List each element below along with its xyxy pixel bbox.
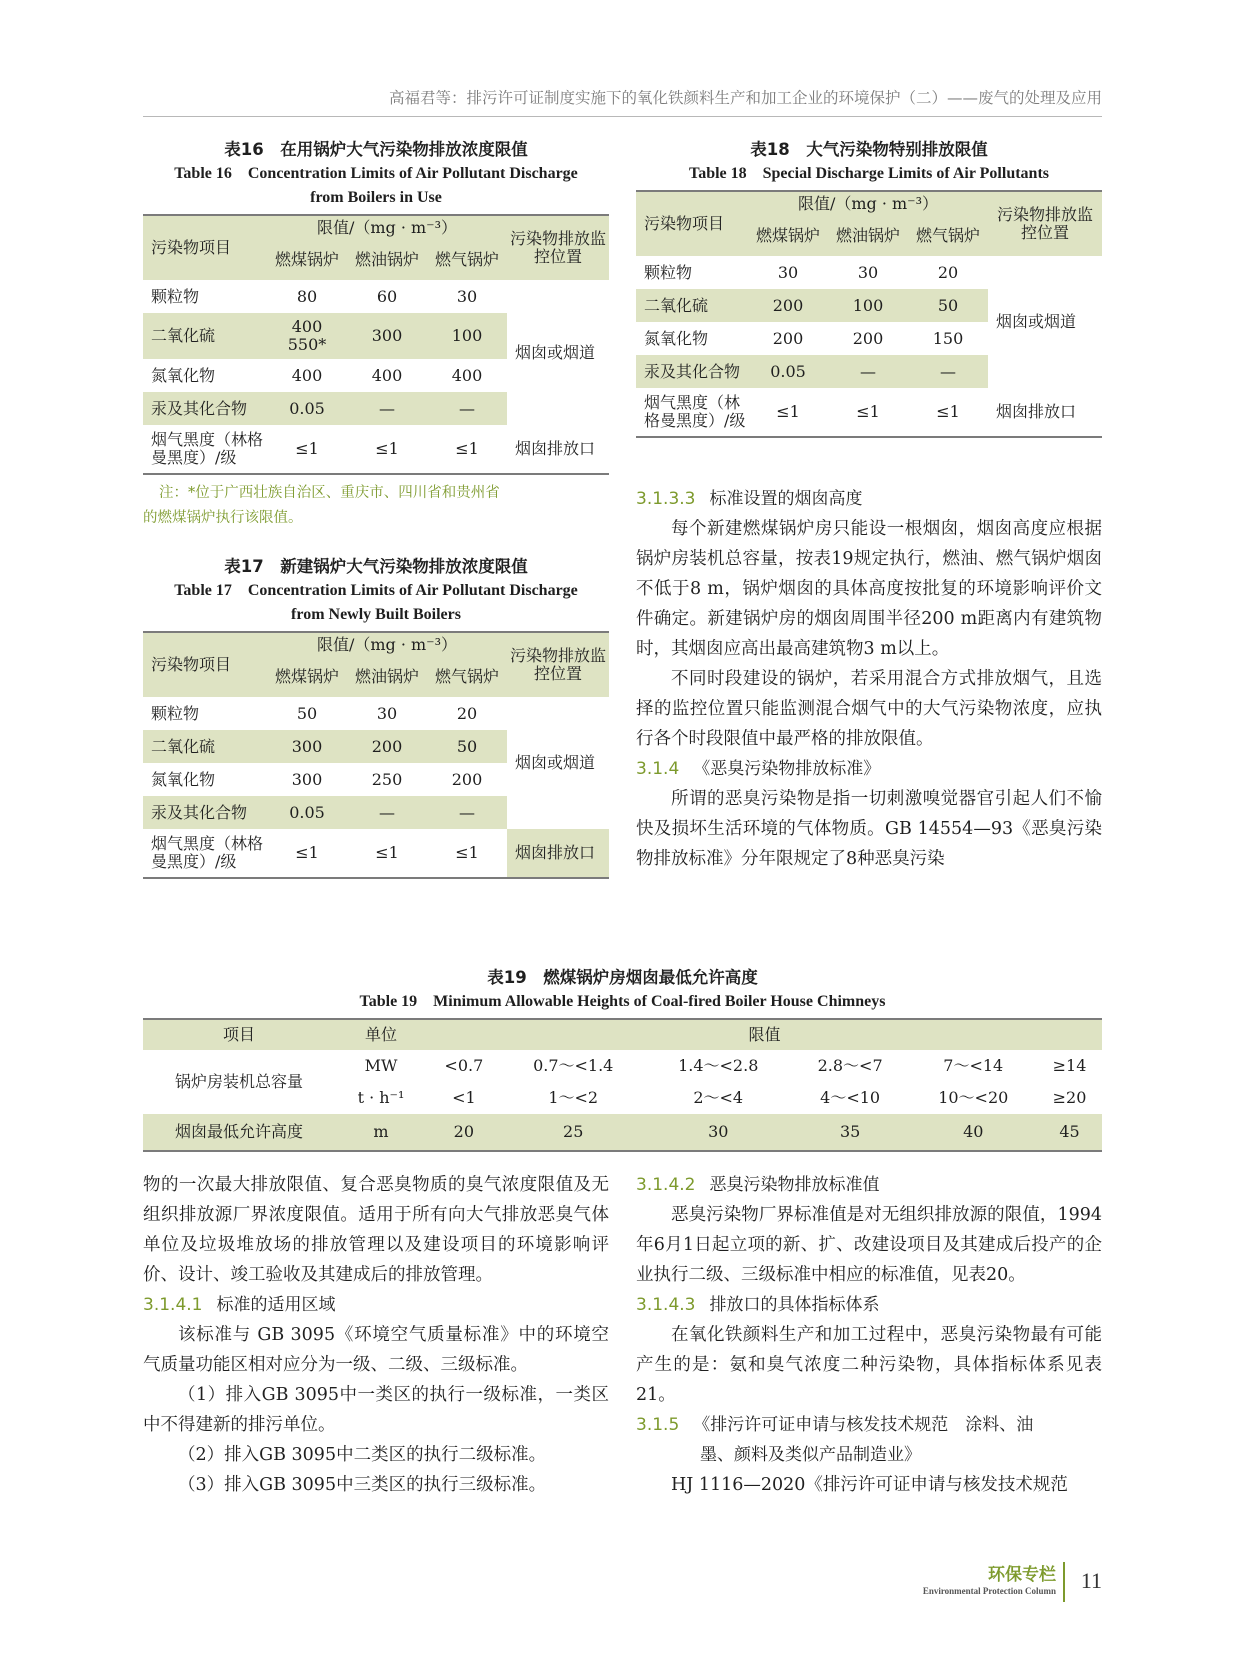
table18-cell: 200 bbox=[772, 328, 804, 348]
table16-cell: — bbox=[427, 392, 507, 425]
table19-cell: 0.7～<1.4 bbox=[533, 1056, 614, 1075]
paragraph: 恶臭污染物厂界标准值是对无组织排放源的限值，1994年6月1日起立项的新、扩、改建设项目及其建成后投产的企业执行二级、三级标准中相应的标准值，见表20。 bbox=[636, 1205, 1102, 1285]
table17-cell: — bbox=[427, 796, 507, 829]
column-name: 环保专栏 bbox=[988, 1565, 1056, 1585]
table18-cell: 200 bbox=[852, 328, 884, 348]
table16 bbox=[143, 138, 609, 531]
table16-caption-en-2: from Boilers in Use bbox=[310, 189, 442, 206]
section-title: 排放口的具体指标体系 bbox=[709, 1295, 880, 1315]
table18-cell: 颗粒物 bbox=[644, 262, 693, 282]
table19-cell: 2～<4 bbox=[693, 1088, 744, 1107]
table19-unit-th: t · h⁻¹ bbox=[357, 1088, 405, 1107]
table16-note-line-2: 的燃煤锅炉执行该限值。 bbox=[143, 510, 303, 526]
table18-cell: ≤1 bbox=[828, 388, 908, 437]
paragraph: （1）排入GB 3095中一类区的执行一级标准，一类区中不得建新的排污单位。 bbox=[143, 1385, 609, 1435]
table18-grid bbox=[636, 190, 1102, 438]
table19-caption-zh: 表19 燃煤锅炉房烟囱最低允许高度 bbox=[487, 968, 758, 987]
section-title: 《恶臭污染物排放标准》 bbox=[693, 759, 881, 779]
table16-cell: 氮氧化物 bbox=[151, 365, 216, 385]
table16-header-oil: 燃油锅炉 bbox=[354, 250, 419, 269]
paragraph: （3）排入GB 3095中三类区的执行三级标准。 bbox=[178, 1475, 547, 1495]
section-title: 墨、颜料及类似产品制造业》 bbox=[700, 1445, 921, 1465]
table17-cell: 200 bbox=[347, 730, 427, 763]
table18-cell: — bbox=[908, 355, 988, 388]
paragraph: 不同时段建设的锅炉，若采用混合方式排放烟气，且选择的监控位置只能监测混合烟气中的大气污染物浓度，应执行各个时段限值中最严格的排放限值。 bbox=[636, 669, 1102, 749]
table16-cell: 二氧化硫 bbox=[143, 313, 267, 359]
table19-unit-mw: MW bbox=[364, 1056, 398, 1075]
table16-cell: 颗粒物 bbox=[151, 286, 200, 306]
table16-cell: 100 bbox=[427, 313, 507, 359]
table19-header-limit: 限值 bbox=[427, 1019, 1102, 1050]
table19-caption-en: Table 19 Minimum Allowable Heights of Coal-fired Boiler House Chimneys bbox=[359, 993, 886, 1010]
table16-location-b: 烟囱排放口 bbox=[507, 425, 609, 474]
table16-cell: 烟气黑度（林格曼黑度）/级 bbox=[143, 425, 267, 474]
table17-grid bbox=[143, 631, 609, 879]
table18 bbox=[636, 138, 1102, 438]
table16-caption-zh: 表16 在用锅炉大气污染物排放浓度限值 bbox=[224, 140, 528, 159]
table18-header-oil: 燃油锅炉 bbox=[835, 226, 900, 245]
table18-header-item: 污染物项目 bbox=[636, 191, 748, 256]
table16-note bbox=[143, 481, 609, 531]
section-title: 《排污许可证申请与核发技术规范 涂料、油 bbox=[693, 1415, 1034, 1435]
table19-cell: 10～<20 bbox=[938, 1088, 1009, 1107]
table17-header-monitor: 污染物排放监控位置 bbox=[507, 632, 609, 697]
section-3-1-4-3 bbox=[636, 1290, 1102, 1320]
table19-cell: 4～<10 bbox=[820, 1088, 881, 1107]
section-title: 恶臭污染物排放标准值 bbox=[709, 1175, 880, 1195]
table16-header-gas: 燃气锅炉 bbox=[434, 250, 499, 269]
table16-header-coal: 燃煤锅炉 bbox=[274, 250, 339, 269]
table17-header-oil: 燃油锅炉 bbox=[354, 667, 419, 686]
table19 bbox=[143, 966, 1102, 1152]
table16-cell: ≤1 bbox=[347, 425, 427, 474]
section-number: 3.1.4.2 bbox=[636, 1175, 696, 1195]
table17-cell: 50 bbox=[296, 703, 318, 723]
section-3-1-4-2 bbox=[636, 1170, 1102, 1200]
table19-grid bbox=[143, 1018, 1102, 1152]
left-column bbox=[143, 138, 609, 879]
table19-cell: 25 bbox=[501, 1114, 646, 1151]
table19-row-height: 烟囱最低允许高度 bbox=[143, 1114, 335, 1151]
table17-cell: 氮氧化物 bbox=[151, 769, 216, 789]
right-body-text bbox=[636, 484, 1102, 874]
table18-cell: 烟气黑度（林格曼黑度）/级 bbox=[636, 388, 748, 437]
section-number: 3.1.4.3 bbox=[636, 1295, 696, 1315]
table19-row-capacity: 锅炉房装机总容量 bbox=[174, 1072, 303, 1091]
table18-caption-zh: 表18 大气污染物特别排放限值 bbox=[750, 140, 988, 159]
table19-cell: ≥20 bbox=[1052, 1088, 1087, 1107]
table18-cell: 50 bbox=[908, 289, 988, 322]
table18-cell: 氮氧化物 bbox=[644, 328, 709, 348]
table19-cell: <1 bbox=[452, 1088, 476, 1107]
table17-cell: 50 bbox=[427, 730, 507, 763]
table18-cell: 0.05 bbox=[748, 355, 828, 388]
table17-header-item: 污染物项目 bbox=[143, 632, 267, 697]
table17-cell: 汞及其化合物 bbox=[143, 796, 267, 829]
bottom-left-text bbox=[143, 1170, 609, 1500]
table18-cell: 20 bbox=[937, 262, 959, 282]
table17-header-coal: 燃煤锅炉 bbox=[274, 667, 339, 686]
table16-cell-so2-coal bbox=[267, 313, 347, 359]
table17-location-b: 烟囱排放口 bbox=[507, 829, 609, 878]
table18-cell: 100 bbox=[828, 289, 908, 322]
table16-cell: 汞及其化合物 bbox=[143, 392, 267, 425]
running-header bbox=[143, 86, 1102, 117]
section-3-1-3-3 bbox=[636, 484, 1102, 514]
table16-cell: 30 bbox=[456, 286, 478, 306]
section-title: 标准的适用区域 bbox=[216, 1295, 336, 1315]
table19-cell: 7～<14 bbox=[943, 1056, 1004, 1075]
page-number: 11 bbox=[1080, 1568, 1102, 1593]
table16-cell: 300 bbox=[347, 313, 427, 359]
table18-cell: 30 bbox=[777, 262, 799, 282]
table16-header-limit: 限值/（mg · m⁻³） bbox=[267, 215, 507, 240]
table16-cell: 80 bbox=[296, 286, 318, 306]
bottom-right-text bbox=[636, 1170, 1102, 1500]
table17-cell: 200 bbox=[451, 769, 483, 789]
table17-cell: ≤1 bbox=[427, 829, 507, 878]
table17-cell: 烟气黑度（林格曼黑度）/级 bbox=[143, 829, 267, 878]
table18-cell: 30 bbox=[857, 262, 879, 282]
paragraph: 所谓的恶臭污染物是指一切刺激嗅觉器官引起人们不愉快及损坏生活环境的气体物质。GB 14554—93《恶臭污染物排放标准》分年限规定了8种恶臭污染 bbox=[636, 789, 1102, 869]
table18-caption-en: Table 18 Special Discharge Limits of Air Pollutants bbox=[688, 165, 1050, 182]
paragraph: 物的一次最大排放限值、复合恶臭物质的臭气浓度限值及无组织排放源厂界浓度限值。适用于所有向大气排放恶臭气体单位及垃圾堆放场的排放管理以及建设项目的环境影响评价、设计、竣工验收及其建成后的排放管理。 bbox=[143, 1175, 609, 1285]
page-footer bbox=[900, 1560, 1102, 1610]
table18-cell: ≤1 bbox=[748, 388, 828, 437]
table16-header-item: 污染物项目 bbox=[143, 215, 267, 280]
table19-unit-m: m bbox=[335, 1114, 427, 1151]
table17-caption-en-2: from Newly Built Boilers bbox=[291, 606, 461, 623]
paragraph: （2）排入GB 3095中二类区的执行二级标准。 bbox=[178, 1445, 547, 1465]
table18-header-limit: 限值/（mg · m⁻³） bbox=[748, 191, 988, 216]
table16-cell: 400 bbox=[291, 317, 323, 336]
section-3-1-5 bbox=[636, 1410, 1102, 1440]
table16-cell: 550* bbox=[287, 335, 327, 354]
table18-cell: ≤1 bbox=[908, 388, 988, 437]
section-number: 3.1.4.1 bbox=[143, 1295, 203, 1315]
section-3-1-4 bbox=[636, 754, 1102, 784]
table17-cell: 250 bbox=[371, 769, 403, 789]
table17-caption-en-1: Table 17 Concentration Limits of Air Pollutant Discharge bbox=[174, 582, 578, 599]
table18-cell: — bbox=[828, 355, 908, 388]
table17-caption-zh: 表17 新建锅炉大气污染物排放浓度限值 bbox=[224, 557, 528, 576]
table16-note-line-1: 注：*位于广西壮族自治区、重庆市、四川省和贵州省 bbox=[159, 485, 500, 501]
table16-cell: ≤1 bbox=[267, 425, 347, 474]
section-3-1-5-title-cont bbox=[636, 1440, 1102, 1470]
section-number: 3.1.4 bbox=[636, 759, 680, 779]
table17 bbox=[143, 555, 609, 879]
table16-cell: 0.05 bbox=[267, 392, 347, 425]
table16-cell: 400 bbox=[451, 365, 483, 385]
table19-header-unit: 单位 bbox=[335, 1019, 427, 1050]
table19-header-item: 项目 bbox=[143, 1019, 335, 1050]
table19-cell: <0.7 bbox=[444, 1056, 484, 1075]
table17-cell: ≤1 bbox=[267, 829, 347, 878]
table18-cell: 150 bbox=[932, 328, 964, 348]
right-column bbox=[636, 138, 1102, 874]
table16-caption-en-1: Table 16 Concentration Limits of Air Pollutant Discharge bbox=[174, 165, 578, 182]
table18-cell: 汞及其化合物 bbox=[636, 355, 748, 388]
paragraph: 在氧化铁颜料生产和加工过程中，恶臭污染物最有可能产生的是：氨和臭气浓度二种污染物，具体指标体系见表21。 bbox=[636, 1325, 1102, 1405]
paragraph: 每个新建燃煤锅炉房只能设一根烟囱，烟囱高度应根据锅炉房装机总容量，按表19规定执行，燃油、燃气锅炉烟囱不低于8 m，锅炉烟囱的具体高度按批复的环境影响评价文件确定。新建锅炉房的烟囱周围半径200 m距离内有建筑物时，其烟囱应高出最高建筑物3 m以上。 bbox=[636, 519, 1102, 659]
table17-cell: 300 bbox=[267, 730, 347, 763]
section-3-1-4-1 bbox=[143, 1290, 609, 1320]
running-title: 高福君等：排污许可证制度实施下的氧化铁颜料生产和加工企业的环境保护（二）——废气的处理及应用 bbox=[388, 89, 1102, 107]
table16-cell: ≤1 bbox=[427, 425, 507, 474]
table17-cell: 20 bbox=[456, 703, 478, 723]
table17-cell: 二氧化硫 bbox=[143, 730, 267, 763]
table17-header-gas: 燃气锅炉 bbox=[434, 667, 499, 686]
table16-cell: 400 bbox=[291, 365, 323, 385]
table19-cell: 1.4～<2.8 bbox=[678, 1056, 759, 1075]
table19-cell: 20 bbox=[427, 1114, 501, 1151]
table16-cell: 60 bbox=[376, 286, 398, 306]
table16-cell: 400 bbox=[371, 365, 403, 385]
table17-cell: ≤1 bbox=[347, 829, 427, 878]
table19-cell: 2.8～<7 bbox=[817, 1056, 883, 1075]
table17-cell: 颗粒物 bbox=[151, 703, 200, 723]
table18-cell: 二氧化硫 bbox=[636, 289, 748, 322]
table16-grid bbox=[143, 214, 609, 475]
table16-location-a: 烟囱或烟道 bbox=[515, 342, 596, 362]
table18-header-coal: 燃煤锅炉 bbox=[755, 226, 820, 245]
table19-cell: ≥14 bbox=[1052, 1056, 1087, 1075]
section-number: 3.1.3.3 bbox=[636, 489, 696, 509]
paragraph: 该标准与 GB 3095《环境空气质量标准》中的环境空气质量功能区相对应分为一级、二级、三级标准。 bbox=[143, 1325, 609, 1375]
footer-divider bbox=[1063, 1562, 1065, 1602]
table19-cell: 35 bbox=[791, 1114, 910, 1151]
table18-header-monitor: 污染物排放监控位置 bbox=[988, 191, 1102, 256]
paragraph: HJ 1116—2020《排污许可证申请与核发技术规范 bbox=[671, 1475, 1068, 1495]
table18-location-b: 烟囱排放口 bbox=[988, 388, 1102, 437]
table19-cell: 45 bbox=[1037, 1114, 1102, 1151]
column-name-en: Environmental Protection Column bbox=[922, 1586, 1056, 1596]
section-number: 3.1.5 bbox=[636, 1415, 680, 1435]
table19-cell: 40 bbox=[910, 1114, 1038, 1151]
table18-header-gas: 燃气锅炉 bbox=[915, 226, 980, 245]
table17-cell: 300 bbox=[291, 769, 323, 789]
table16-cell: — bbox=[347, 392, 427, 425]
table17-cell: 0.05 bbox=[267, 796, 347, 829]
table17-location-a: 烟囱或烟道 bbox=[515, 753, 596, 772]
table18-location-a: 烟囱或烟道 bbox=[996, 312, 1077, 331]
table17-cell: — bbox=[347, 796, 427, 829]
table17-header-limit: 限值/（mg · m⁻³） bbox=[267, 632, 507, 657]
table17-cell: 30 bbox=[376, 703, 398, 723]
section-title: 标准设置的烟囱高度 bbox=[709, 489, 863, 509]
table16-header-monitor: 污染物排放监控位置 bbox=[507, 215, 609, 280]
table19-cell: 1～<2 bbox=[548, 1088, 599, 1107]
table18-cell: 200 bbox=[748, 289, 828, 322]
table19-cell: 30 bbox=[646, 1114, 791, 1151]
